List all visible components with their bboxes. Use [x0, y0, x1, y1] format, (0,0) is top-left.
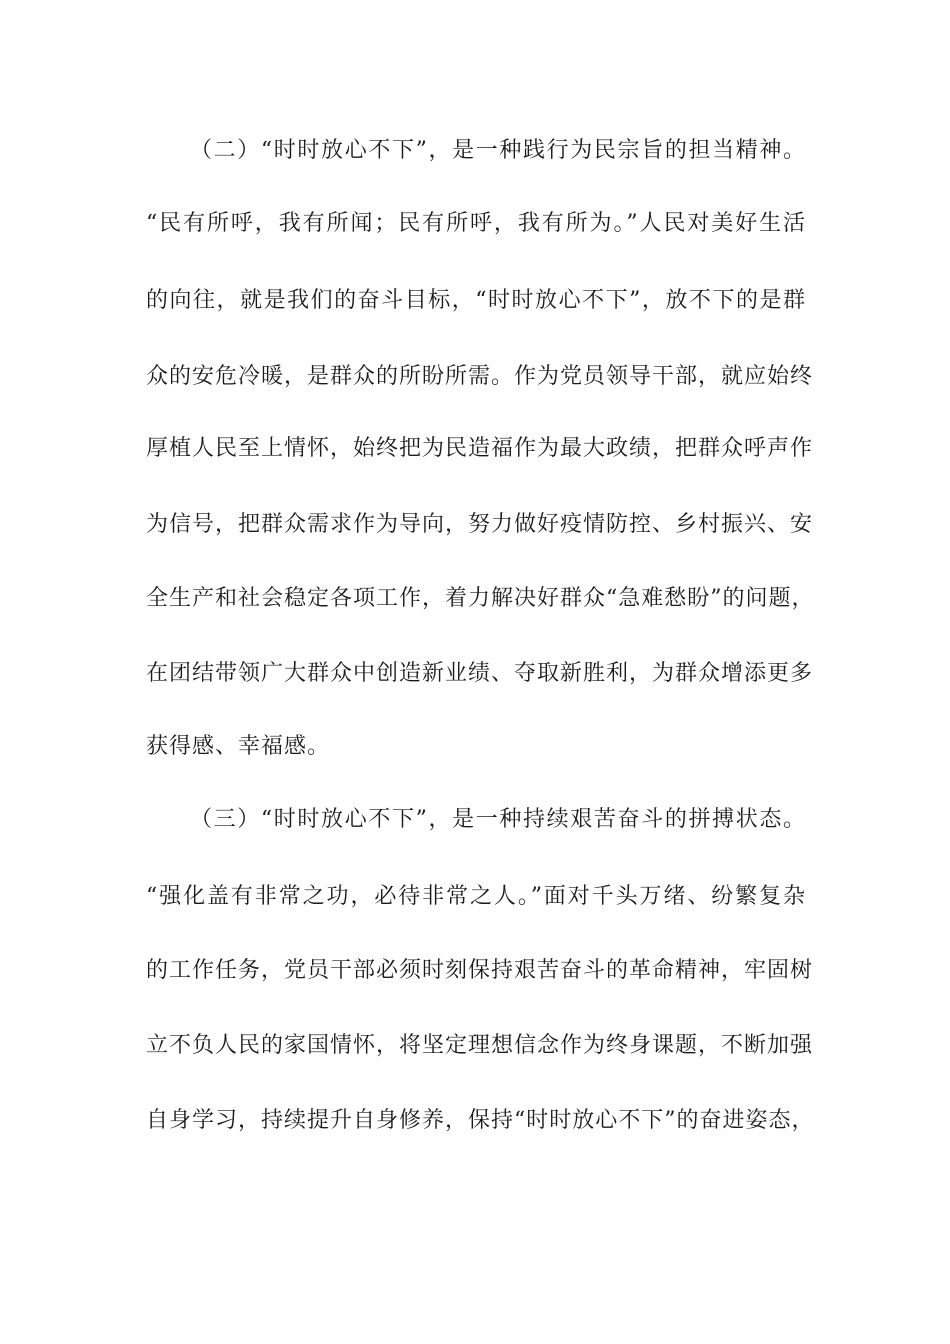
paragraph-line: “民有所呼，我有所闻；民有所呼，我有所为。”人民对美好生活: [146, 211, 806, 236]
section-heading-3: （三）“时时放心不下”，是一种持续艰苦奋斗的拼搏状态。: [190, 807, 806, 832]
paragraph-line: 的向往，就是我们的奋斗目标，“时时放心不下”，放不下的是群: [146, 288, 806, 313]
paragraph-line: 的工作任务，党员干部必须时刻保持艰苦奋斗的革命精神，牢固树: [146, 958, 814, 983]
paragraph-line: 厚植人民至上情怀，始终把为民造福作为最大政绩，把群众呼声作: [146, 436, 814, 461]
paragraph-line: 众的安危冷暖，是群众的所盼所需。作为党员领导干部，就应始终: [146, 364, 814, 389]
paragraph-line: 在团结带领广大群众中创造新业绩、夺取新胜利，为群众增添更多: [146, 661, 814, 686]
paragraph-line: 立不负人民的家国情怀，将坚定理想信念作为终身课题，不断加强: [146, 1033, 814, 1058]
section-heading-2: （二）“时时放心不下”，是一种践行为民宗旨的担当精神。: [190, 138, 806, 163]
paragraph-line: 获得感、幸福感。: [146, 734, 331, 759]
paragraph-line: 全生产和社会稳定各项工作，着力解决好群众“急难愁盼”的问题，: [146, 586, 815, 611]
paragraph-line: “强化盖有非常之功，必待非常之人。”面对千头万绪、纷繁复杂: [146, 884, 806, 909]
paragraph-line: 为信号，把群众需求作为导向，努力做好疫情防控、乡村振兴、安: [146, 512, 814, 537]
paragraph-line: 自身学习，持续提升自身修养，保持“时时放心不下”的奋进姿态，: [146, 1108, 815, 1133]
